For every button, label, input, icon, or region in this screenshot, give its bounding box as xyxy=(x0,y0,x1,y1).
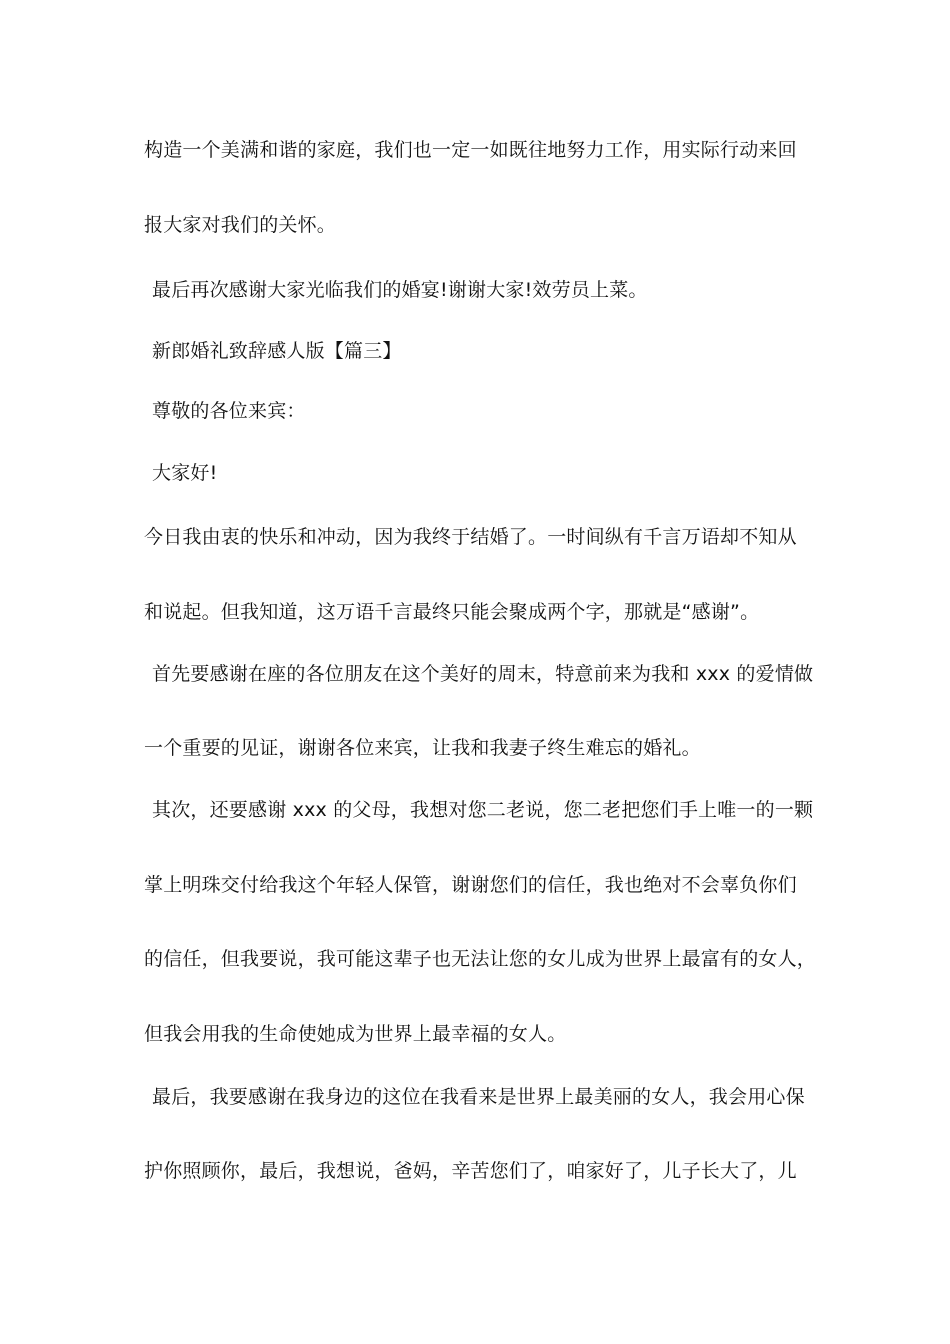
text-line: 但我会用我的生命使她成为世界上最幸福的女人。 xyxy=(144,1023,567,1045)
text-line: 构造一个美满和谐的家庭，我们也一定一如既往地努力工作，用实际行动来回 xyxy=(144,139,797,161)
salutation: 尊敬的各位来宾： xyxy=(152,400,306,422)
text-line: 一个重要的见证，谢谢各位来宾，让我和我妻子终生难忘的婚礼。 xyxy=(144,737,701,759)
text-line: 护你照顾你，最后，我想说，爸妈，辛苦您们了，咱家好了，儿子长大了，儿 xyxy=(144,1160,797,1182)
text-line: 最后再次感谢大家光临我们的婚宴!谢谢大家!效劳员上菜。 xyxy=(152,279,648,301)
greeting: 大家好! xyxy=(152,462,218,484)
text-line: 首先要感谢在座的各位朋友在这个美好的周末，特意前来为我和 xxx 的爱情做 xyxy=(152,663,814,685)
text-line: 的信任，但我要说，我可能这辈子也无法让您的女儿成为世界上最富有的女人， xyxy=(144,948,817,970)
text-line: 报大家对我们的关怀。 xyxy=(144,214,337,236)
text-line: 最后，我要感谢在我身边的这位在我看来是世界上最美丽的女人，我会用心保 xyxy=(152,1086,805,1108)
text-line: 掌上明珠交付给我这个年轻人保管，谢谢您们的信任，我也绝对不会辜负你们 xyxy=(144,874,797,896)
text-line: 今日我由衷的快乐和冲动，因为我终于结婚了。一时间纵有千言万语却不知从 xyxy=(144,526,797,548)
text-line: 和说起。但我知道，这万语千言最终只能会聚成两个字，那就是“感谢”。 xyxy=(144,601,760,623)
section-heading: 新郎婚礼致辞感人版【篇三】 xyxy=(152,340,402,362)
text-line: 其次，还要感谢 xxx 的父母，我想对您二老说，您二老把您们手上唯一的一颗 xyxy=(152,799,814,821)
